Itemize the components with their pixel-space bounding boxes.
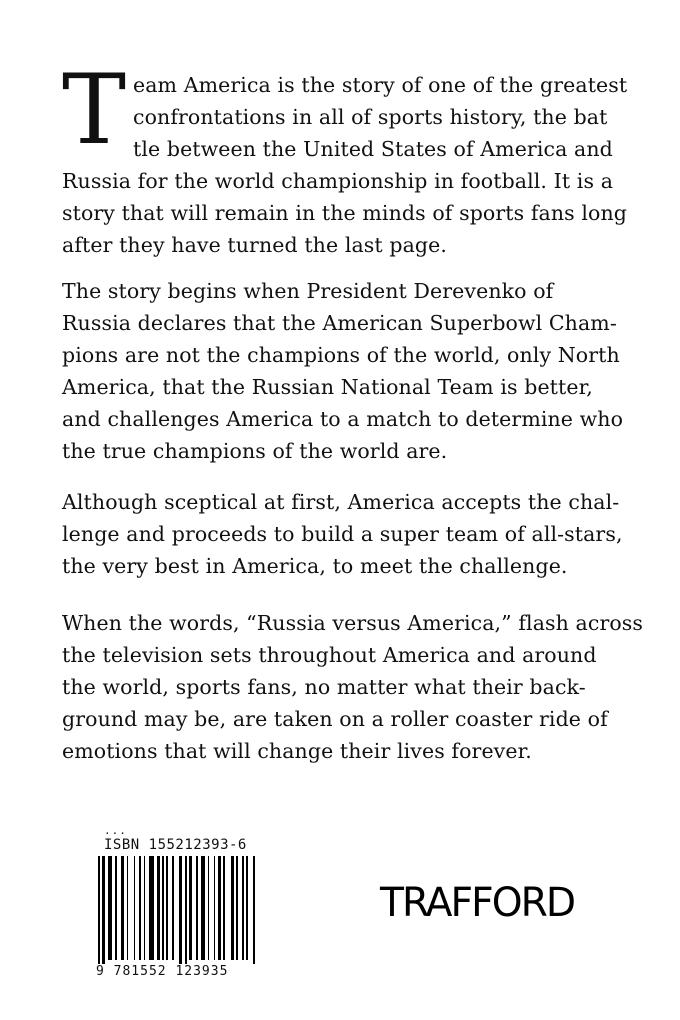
text-line: after they have turned the last page.: [62, 233, 447, 257]
barcode-bar: [144, 856, 146, 960]
drop-cap: T: [62, 54, 127, 166]
barcode-bar: [139, 856, 141, 960]
text-line: When the words, “Russia versus America,” flash across: [62, 611, 644, 635]
barcode-bar: [218, 856, 221, 960]
barcode-bar: [236, 856, 238, 960]
text-line: eam America is the story of one of the greatest: [133, 73, 628, 97]
barcode-bar: [149, 856, 154, 960]
publisher-logo: TRAFFORD: [380, 880, 575, 926]
barcode-bar: [189, 856, 192, 960]
barcode-bar: [253, 856, 255, 968]
ean-digits: 9 781552 123935: [96, 964, 292, 979]
barcode-bar: [208, 856, 210, 960]
isbn-label: ISBN 155212393-6: [104, 837, 247, 853]
barcode-bar: [98, 856, 100, 968]
barcode-bar: [179, 856, 182, 968]
text-line: confrontations in all of sports history, the bat: [133, 105, 608, 129]
barcode-bar: [246, 856, 248, 960]
barcode-bar: [242, 856, 244, 960]
barcode-bar: [201, 856, 206, 960]
barcode-bar: [127, 856, 129, 960]
barcode-bar: [185, 856, 187, 968]
text-line: tle between the United States of America and: [133, 137, 613, 161]
barcode-bar: [157, 856, 160, 960]
text-line: emotions that will change their lives forever.: [62, 739, 532, 763]
barcode-bar: [214, 856, 216, 960]
text-line: ground may be, are taken on a roller coaster ride of: [62, 707, 608, 731]
text-line: The story begins when President Derevenko of: [62, 279, 554, 303]
barcode-bar: [223, 856, 225, 960]
barcode-bar: [196, 856, 198, 960]
text-line: Russia for the world championship in football. It is a: [62, 169, 614, 193]
paragraph-4: [62, 607, 644, 767]
text-line: the very best in America, to meet the challenge.: [62, 554, 568, 578]
barcode-bar: [166, 856, 168, 960]
text-line: Russia declares that the American Superbowl Cham-: [62, 311, 617, 335]
barcode-bar: [102, 856, 105, 968]
barcode-bar: [115, 856, 117, 960]
text-line: the true champions of the world are.: [62, 439, 448, 463]
barcode-bar: [108, 856, 113, 960]
text-line: pions are not the champions of the world, only North: [62, 343, 620, 367]
paragraph-2: [62, 275, 624, 467]
text-line: and challenges America to a match to determine who: [62, 407, 624, 431]
barcode-bar: [162, 856, 164, 960]
text-line: the television sets throughout America and around: [62, 643, 597, 667]
text-line: story that will remain in the minds of sports fans long: [62, 201, 628, 225]
barcode-bar: [172, 856, 174, 960]
text-line: America, that the Russian National Team is better,: [62, 375, 593, 399]
text-line: the world, sports fans, no matter what their back-: [62, 675, 586, 699]
paragraph-3: [62, 486, 624, 582]
barcode-bars: [96, 856, 292, 979]
barcode-bar: [134, 856, 136, 960]
text-line: lenge and proceeds to build a super team of all-stars,: [62, 522, 623, 546]
barcode-bar: [121, 856, 124, 960]
isbn-barcode: [96, 824, 292, 979]
paragraph-1: [62, 69, 628, 261]
barcode-dots: ...: [104, 824, 127, 837]
text-line: Although sceptical at first, America accepts the chal-: [62, 490, 620, 514]
barcode-bar: [231, 856, 234, 960]
